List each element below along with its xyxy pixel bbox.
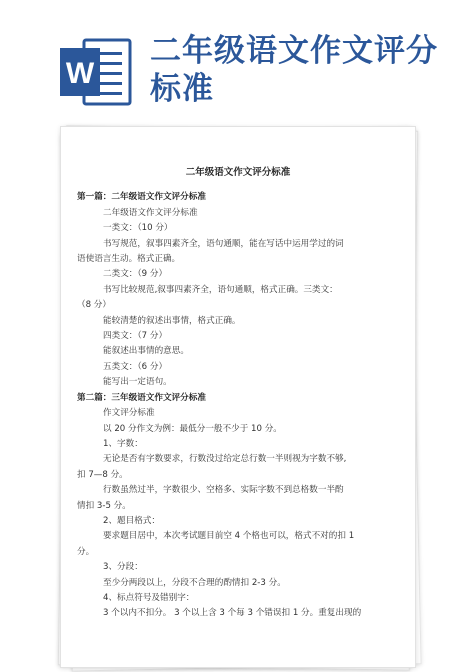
document-banner (0, 0, 474, 118)
text-line: 能写出一定语句。 (103, 377, 172, 388)
text-line: 二类文：（9 分） (103, 269, 168, 280)
text-line: 五类文：（6 分） (103, 361, 168, 372)
section-heading: 第二篇：三年级语文作文评分标准 (77, 392, 206, 403)
page-heading: 二年级语文作文评分标准 (185, 167, 291, 178)
text-line: 3 个以内不扣分。 3 个以上含 3 个每 3 个错误扣 1 分。重复出现的 (103, 608, 362, 619)
text-line: 4、标点符号及错别字： (103, 592, 195, 603)
text-lines (77, 190, 399, 621)
document-page[interactable] (60, 126, 416, 668)
section-heading: 第一篇：二年级语文作文评分标准 (77, 192, 206, 203)
text-line: 能较清楚的叙述出事情，格式正确。 (103, 315, 241, 326)
text-line: 2、题目格式： (103, 515, 161, 526)
text-line: 四类文：（7 分） (103, 331, 168, 342)
page-preview (58, 126, 418, 666)
text-line: 一类文：（10 分） (103, 223, 173, 234)
text-line: 情扣 3-5 分。 (77, 500, 131, 511)
text-line: 二年级语文作文评分标准 (103, 207, 198, 218)
word-doc-icon (60, 38, 132, 106)
document-title: 二年级语文作文评分标准 (150, 33, 438, 107)
text-line: 书写规范，叙事四素齐全，语句通顺，能在写话中运用学过的词 (103, 238, 344, 249)
text-line: 扣 7—8 分。 (77, 469, 128, 480)
text-line: （8 分） (77, 300, 111, 311)
text-line: 语使语言生动。格式正确。 (77, 254, 181, 265)
text-line: 能叙述出事情的意思。 (103, 346, 189, 357)
page-content (77, 165, 399, 622)
word-icon-letter: W (65, 57, 95, 90)
text-line: 至少分两段以上，分段不合理的酌情扣 2-3 分。 (103, 577, 286, 588)
text-line: 分。 (77, 546, 95, 557)
text-line: 3、分段： (103, 562, 143, 573)
text-line: 1、字数： (103, 438, 143, 449)
text-line: 无论是否有字数要求，行数没过给定总行数一半则视为字数不够, (103, 454, 347, 465)
text-line: 作文评分标准 (103, 408, 155, 419)
text-line: 书写比较规范,叙事四素齐全，语句通顺，格式正确。三类文： (103, 284, 338, 295)
text-line: 要求题目居中，本次考试题目前空 4 个格也可以，格式不对的扣 1 (103, 531, 355, 542)
text-line: 行数虽然过半，字数很少、空格多、实际字数不到总格数一半酌 (103, 485, 344, 496)
text-line: 以 20 分作文为例：最低分一般不少于 10 分。 (103, 423, 282, 434)
